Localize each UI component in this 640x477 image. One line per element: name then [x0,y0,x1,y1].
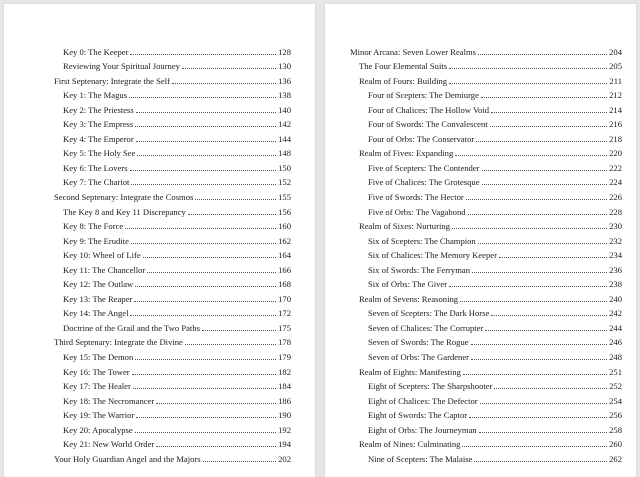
toc-dot-leader [135,126,276,127]
toc-dot-leader [136,112,276,113]
toc-entry-title: Five of Orbs: The Vagabond [368,206,466,217]
toc-entry-page-number: 170 [278,293,291,304]
toc-entry-page-number: 254 [609,395,622,406]
toc-entry-page-number: 142 [278,119,291,130]
toc-entry-title: Key 17: The Healer [63,381,131,392]
toc-entry[interactable] [54,391,291,406]
toc-entry[interactable] [54,406,291,421]
toc-entry-title: Key 18: The Necromancer [63,395,155,406]
toc-entry-page-number: 218 [609,133,622,144]
toc-entry-page-number: 178 [278,337,291,348]
toc-dot-leader [452,228,607,229]
toc-entry-title: Key 12: The Outlaw [63,279,134,290]
toc-entry[interactable] [350,289,622,304]
toc-entry-title: Eight of Swords: The Captor [368,410,468,421]
toc-entry-page-number: 204 [609,46,622,57]
toc-entry-page-number: 216 [609,119,622,130]
toc-entry[interactable] [350,158,622,173]
toc-entry[interactable] [54,158,291,173]
toc-dot-leader [143,257,276,258]
toc-entry-title: Key 19: The Warrior [63,410,135,421]
toc-entry-title: Realm of Fives: Expanding [359,148,454,159]
toc-entry-title: The Key 8 and Key 11 Discrepancy [63,206,186,217]
toc-entry-title: Nine of Scepters: The Malaise [368,453,473,464]
toc-entry-page-number: 179 [278,352,291,363]
toc-dot-leader [479,432,607,433]
toc-entry[interactable] [54,57,291,72]
toc-entry-title: Seven of Orbs: The Gardener [368,352,470,363]
toc-entry-page-number: 252 [609,381,622,392]
toc-entry-title: Third Septenary: Integrate the Divine [54,337,183,348]
toc-entry-page-number: 212 [609,90,622,101]
toc-dot-leader [463,374,607,375]
toc-dot-leader [449,68,607,69]
toc-entry-page-number: 182 [278,366,291,377]
toc-entry-title: Key 14: The Angel [63,308,129,319]
toc-entry-title: Realm of Sevens: Reasoning [359,293,459,304]
toc-entry[interactable] [54,362,291,377]
toc-entry[interactable] [54,304,291,319]
toc-entry-title: Key 20: Apocalypse [63,424,133,435]
toc-entry-title: Key 15: The Demon [63,352,134,363]
toc-entry[interactable] [54,275,291,290]
toc-entry[interactable] [350,449,622,464]
toc-dot-leader [136,417,276,418]
toc-entry-title: Eight of Scepters: The Sharpshooter [368,381,493,392]
toc-entry-title: Minor Arcana: Seven Lower Realms [350,46,477,57]
toc-entry[interactable] [350,129,622,144]
toc-entry-title: Realm of Eights: Manifesting [359,366,461,377]
toc-entry-title: The Four Elemental Suits [359,61,448,72]
toc-dot-leader [156,403,276,404]
toc-dot-leader [482,184,608,185]
toc-list-right [350,42,622,464]
toc-entry[interactable] [54,42,291,57]
document-page-right [325,4,636,477]
toc-dot-leader [135,432,276,433]
toc-dot-leader [478,54,607,55]
toc-entry-title: Key 7: The Chariot [63,177,130,188]
toc-entry-page-number: 162 [278,235,291,246]
toc-entry-page-number: 211 [609,75,622,86]
toc-entry-page-number: 175 [278,322,291,333]
toc-dot-leader [499,257,607,258]
toc-dot-leader [472,272,607,273]
toc-dot-leader [462,446,607,447]
toc-entry-title: Second Septenary: Integrate the Cosmos [54,192,194,203]
toc-entry-title: Key 11: The Chancellor [63,264,146,275]
toc-entry-title: Realm of Fours: Building [359,75,448,86]
toc-entry[interactable] [54,333,291,348]
toc-entry-page-number: 262 [609,453,622,464]
toc-dot-leader [125,228,276,229]
toc-entry-page-number: 248 [609,352,622,363]
toc-entry-title: Five of Swords: The Hector [368,192,464,203]
toc-entry-page-number: 222 [609,162,622,173]
toc-entry[interactable] [54,318,291,333]
toc-entry-page-number: 168 [278,279,291,290]
toc-entry-title: Key 6: The Lovers [63,162,128,173]
toc-dot-leader [485,330,607,331]
toc-dot-leader [491,112,607,113]
toc-entry-title: Key 10: Wheel of Life [63,250,141,261]
toc-entry[interactable] [350,57,622,72]
toc-entry-page-number: 220 [609,148,622,159]
toc-entry[interactable] [350,260,622,275]
toc-entry-title: First Septenary: Integrate the Self [54,75,170,86]
toc-entry[interactable] [350,187,622,202]
toc-entry[interactable] [350,100,622,115]
toc-entry-title: Key 4: The Emperor [63,133,134,144]
toc-entry[interactable] [54,217,291,232]
toc-entry[interactable] [54,377,291,392]
toc-entry-page-number: 194 [278,439,291,450]
toc-entry-title: Five of Scepters: The Contender [368,162,480,173]
toc-dot-leader [482,170,608,171]
toc-entry-page-number: 256 [609,410,622,421]
toc-entry-title: Four of Scepters: The Demiurge [368,90,479,101]
toc-entry-title: Five of Chalices: The Grotesque [368,177,480,188]
toc-dot-leader [130,170,277,171]
toc-dot-leader [481,97,607,98]
toc-entry-page-number: 246 [609,337,622,348]
toc-entry-page-number: 240 [609,293,622,304]
toc-dot-leader [203,461,276,462]
toc-dot-leader [156,446,276,447]
toc-entry[interactable] [54,129,291,144]
toc-entry-title: Key 21: New World Order [63,439,155,450]
toc-entry[interactable] [350,377,622,392]
toc-dot-leader [132,374,276,375]
toc-dot-leader [135,359,276,360]
toc-dot-leader [172,83,276,84]
toc-entry-page-number: 156 [278,206,291,217]
toc-entry-page-number: 236 [609,264,622,275]
toc-entry[interactable] [54,246,291,261]
toc-entry-page-number: 166 [278,264,291,275]
toc-entry-page-number: 130 [278,61,291,72]
toc-entry-page-number: 148 [278,148,291,159]
toc-entry[interactable] [54,71,291,86]
toc-entry[interactable] [350,304,622,319]
toc-entry-title: Key 9: The Erudite [63,235,129,246]
toc-entry[interactable] [54,231,291,246]
toc-entry[interactable] [54,260,291,275]
toc-dot-leader [131,184,276,185]
toc-dot-leader [133,388,276,389]
toc-entry-page-number: 238 [609,279,622,290]
toc-entry[interactable] [350,202,622,217]
toc-entry-title: Seven of Swords: The Rogue [368,337,469,348]
toc-list-left [54,42,291,464]
toc-entry-title: Your Holy Guardian Angel and the Majors [54,453,201,464]
toc-entry[interactable] [350,144,622,159]
toc-dot-leader [478,243,607,244]
toc-entry-page-number: 260 [609,439,622,450]
toc-entry-page-number: 128 [278,46,291,57]
toc-entry[interactable] [350,420,622,435]
toc-entry-title: Key 16: The Tower [63,366,130,377]
toc-entry-page-number: 186 [278,395,291,406]
toc-entry-title: Seven of Chalices: The Corrupter [368,322,484,333]
toc-entry[interactable] [350,71,622,86]
toc-entry-page-number: 251 [609,366,622,377]
toc-entry[interactable] [350,347,622,362]
toc-dot-leader [131,243,276,244]
toc-dot-leader [469,417,607,418]
toc-entry[interactable] [54,173,291,188]
toc-entry-title: Key 8: The Force [63,221,124,232]
toc-entry-page-number: 242 [609,308,622,319]
toc-dot-leader [147,272,276,273]
toc-dot-leader [449,286,607,287]
toc-dot-leader [471,359,607,360]
toc-entry[interactable] [54,449,291,464]
toc-entry-page-number: 205 [609,61,622,72]
toc-dot-leader [129,97,276,98]
toc-entry-title: Four of Chalices: The Hollow Void [368,104,490,115]
toc-entry[interactable] [54,144,291,159]
toc-dot-leader [468,214,608,215]
toc-dot-leader [202,330,276,331]
toc-entry[interactable] [350,42,622,57]
toc-dot-leader [134,301,276,302]
toc-dot-leader [480,403,607,404]
toc-entry-page-number: 258 [609,424,622,435]
toc-entry-title: Reviewing Your Spiritual Journey [63,61,180,72]
toc-entry[interactable] [350,173,622,188]
toc-entry-title: Six of Chalices: The Memory Keeper [368,250,497,261]
toc-entry-title: Four of Orbs: The Conservator [368,133,475,144]
toc-dot-leader [182,68,276,69]
toc-entry-page-number: 244 [609,322,622,333]
toc-entry-page-number: 160 [278,221,291,232]
toc-dot-leader [130,315,276,316]
toc-dot-leader [494,388,607,389]
toc-entry-title: Key 0: The Keeper [63,46,129,57]
toc-entry[interactable] [350,318,622,333]
toc-entry[interactable] [54,289,291,304]
toc-entry[interactable] [350,275,622,290]
toc-entry[interactable] [350,362,622,377]
toc-entry-page-number: 230 [609,221,622,232]
toc-entry-page-number: 228 [609,206,622,217]
toc-entry-page-number: 150 [278,162,291,173]
toc-entry-title: Key 1: The Magus [63,90,128,101]
toc-entry-title: Key 13: The Reaper [63,293,133,304]
toc-entry[interactable] [54,202,291,217]
toc-entry[interactable] [54,420,291,435]
toc-entry-page-number: 152 [278,177,291,188]
toc-entry-page-number: 144 [278,133,291,144]
toc-entry-page-number: 224 [609,177,622,188]
toc-entry-page-number: 202 [278,453,291,464]
toc-entry-title: Doctrine of the Grail and the Two Paths [63,322,200,333]
toc-entry-title: Six of Orbs: The Giver [368,279,448,290]
toc-entry[interactable] [350,333,622,348]
toc-dot-leader [466,199,607,200]
toc-entry-page-number: 226 [609,192,622,203]
toc-dot-leader [130,54,276,55]
toc-entry[interactable] [54,187,291,202]
toc-dot-leader [490,126,607,127]
toc-dot-leader [188,214,276,215]
toc-dot-leader [476,141,607,142]
toc-entry-title: Eight of Chalices: The Defector [368,395,478,406]
toc-entry[interactable] [54,347,291,362]
toc-entry-page-number: 214 [609,104,622,115]
toc-entry[interactable] [350,246,622,261]
toc-dot-leader [455,155,607,156]
toc-entry-title: Six of Scepters: The Champion [368,235,476,246]
toc-entry-page-number: 155 [278,192,291,203]
toc-entry-title: Realm of Nines: Culminating [359,439,461,450]
toc-dot-leader [449,83,607,84]
toc-dot-leader [460,301,607,302]
toc-entry-title: Key 3: The Empress [63,119,134,130]
toc-entry-page-number: 164 [278,250,291,261]
toc-dot-leader [137,155,276,156]
toc-dot-leader [185,344,276,345]
toc-entry[interactable] [350,435,622,450]
toc-dot-leader [135,286,276,287]
toc-dot-leader [491,315,607,316]
toc-entry-title: Key 2: The Priestess [63,104,134,115]
toc-dot-leader [474,461,607,462]
toc-entry-title: Six of Swords: The Ferryman [368,264,471,275]
toc-dot-leader [471,344,608,345]
toc-entry-page-number: 192 [278,424,291,435]
toc-entry-title: Key 5: The Holy See [63,148,136,159]
toc-entry-page-number: 234 [609,250,622,261]
toc-dot-leader [136,141,276,142]
document-page-left [4,4,315,477]
toc-entry-title: Realm of Sixes: Nurturing [359,221,450,232]
toc-entry[interactable] [350,231,622,246]
toc-entry[interactable] [350,217,622,232]
toc-entry-title: Seven of Scepters: The Dark Horse [368,308,490,319]
toc-entry-title: Eight of Orbs: The Journeyman [368,424,477,435]
toc-entry-page-number: 232 [609,235,622,246]
toc-entry-page-number: 190 [278,410,291,421]
toc-entry[interactable] [54,100,291,115]
toc-entry[interactable] [350,391,622,406]
toc-entry-page-number: 172 [278,308,291,319]
toc-dot-leader [195,199,276,200]
toc-entry[interactable] [350,406,622,421]
toc-entry-page-number: 140 [278,104,291,115]
toc-entry-title: Four of Swords: The Convalescent [368,119,488,130]
toc-entry-page-number: 138 [278,90,291,101]
toc-entry[interactable] [350,86,622,101]
toc-entry[interactable] [54,86,291,101]
toc-entry-page-number: 136 [278,75,291,86]
toc-entry[interactable] [54,115,291,130]
toc-entry[interactable] [350,115,622,130]
toc-entry[interactable] [54,435,291,450]
toc-entry-page-number: 184 [278,381,291,392]
